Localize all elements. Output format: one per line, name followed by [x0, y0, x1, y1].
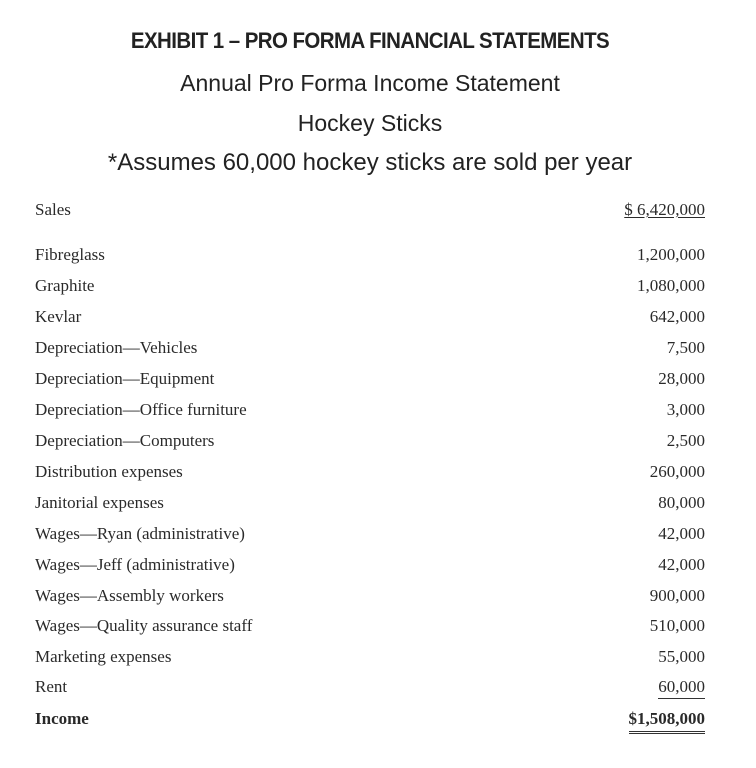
expense-row [35, 647, 705, 677]
expense-label: Wages—Ryan (administrative) [35, 524, 245, 543]
expense-amount: 55,000 [658, 647, 705, 666]
exhibit-title: EXHIBIT 1 – PRO FORMA FINANCIAL STATEMENTS [130, 28, 610, 53]
expense-label: Depreciation—Vehicles [35, 338, 198, 357]
expense-label: Kevlar [35, 307, 82, 326]
expense-label: Distribution expenses [35, 462, 183, 481]
expense-row [35, 338, 705, 368]
expense-row [35, 245, 705, 275]
expense-amount: 3,000 [666, 400, 705, 419]
income-label: Income [35, 709, 89, 728]
expense-row [35, 586, 705, 616]
expense-label: Wages—Assembly workers [35, 586, 224, 605]
expense-label: Depreciation—Computers [35, 431, 215, 450]
expense-label: Depreciation—Office furniture [35, 400, 247, 419]
expense-amount: 2,500 [666, 431, 705, 450]
expense-row [35, 555, 705, 585]
expense-amount: 7,500 [666, 338, 705, 357]
expense-amount: 80,000 [658, 493, 705, 512]
expense-row [35, 276, 705, 306]
expense-row [35, 369, 705, 399]
income-row [35, 709, 705, 739]
expense-label: Graphite [35, 276, 95, 295]
expense-label: Janitorial expenses [35, 493, 164, 512]
expense-label: Depreciation—Equipment [35, 369, 215, 388]
product-name: Hockey Sticks [297, 110, 443, 136]
expense-amount: 260,000 [649, 462, 705, 481]
income-amount: $1,508,000 [629, 709, 706, 734]
expense-row [35, 616, 705, 646]
expense-row [35, 524, 705, 554]
expense-label: Fibreglass [35, 245, 105, 264]
expense-amount: 28,000 [658, 369, 705, 388]
sales-label: Sales [35, 200, 71, 219]
expense-label: Rent [35, 677, 68, 696]
expense-label: Wages—Quality assurance staff [35, 616, 253, 635]
expense-row [35, 431, 705, 461]
expense-row [35, 462, 705, 492]
expense-amount: 42,000 [658, 524, 705, 543]
expense-amount: 510,000 [649, 616, 705, 635]
assumption-note: *Assumes 60,000 hockey sticks are sold per year [107, 149, 633, 176]
expense-label: Marketing expenses [35, 647, 172, 666]
expense-amount: 42,000 [658, 555, 705, 574]
expense-row [35, 400, 705, 430]
expense-row [35, 307, 705, 337]
statement-title: Annual Pro Forma Income Statement [180, 70, 560, 96]
sales-amount: $ 6,420,000 [624, 200, 705, 219]
expense-amount: 900,000 [649, 586, 705, 605]
expense-row [35, 493, 705, 523]
expense-amount: 1,080,000 [637, 276, 705, 295]
expense-amount: 1,200,000 [637, 245, 705, 264]
expense-label: Wages—Jeff (administrative) [35, 555, 235, 574]
sales-row [35, 200, 705, 230]
expense-amount: 60,000 [658, 677, 705, 699]
expense-amount: 642,000 [649, 307, 705, 326]
expense-row [35, 677, 705, 707]
